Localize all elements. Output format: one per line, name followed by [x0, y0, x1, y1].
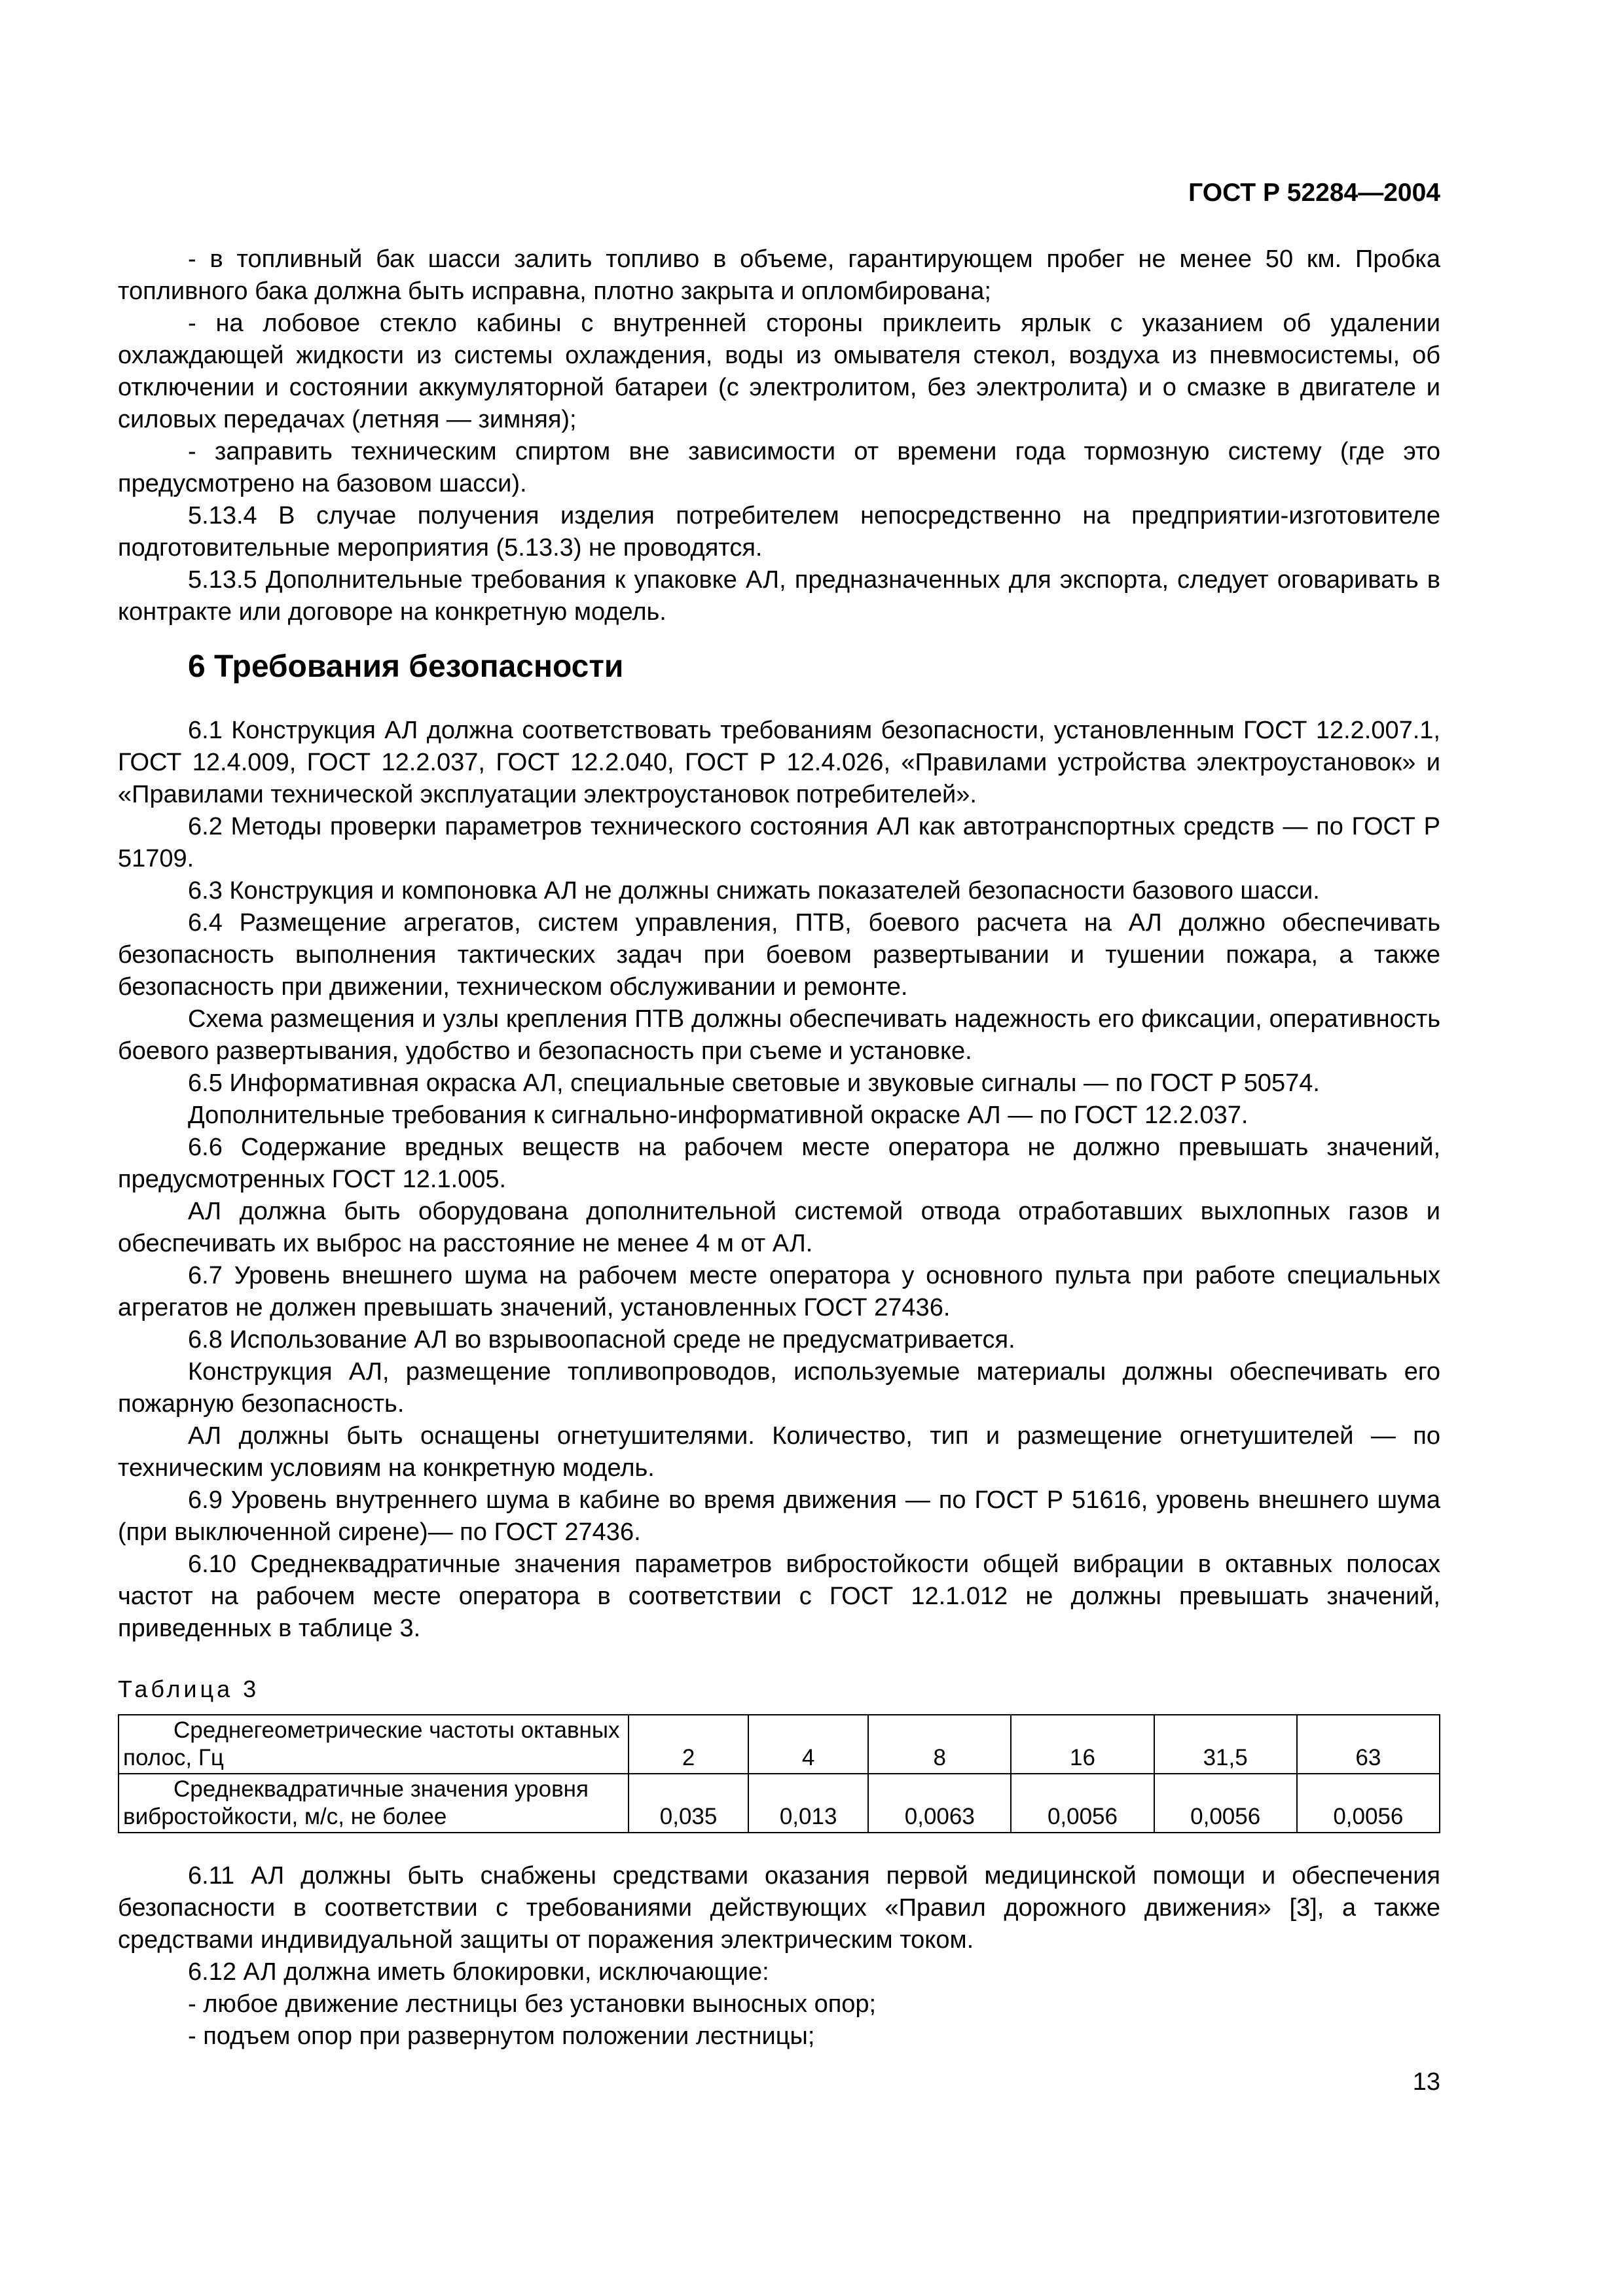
table-cell: 0,0056 [1154, 1774, 1297, 1833]
paragraph: Схема размещения и узлы крепления ПТВ должны обеспечивать надежность его фиксации, оперативность боевого развертывания, удобство и безопасность при съеме и установке. [118, 1005, 1440, 1065]
table-row-label-text: Среднеквадратичные значения уровня вибростойкости, м/с, не более [123, 1776, 589, 1829]
paragraph: 6.5 Информативная окраска АЛ, специальные световые и звуковые сигналы — по ГОСТ Р 50574. [188, 1069, 1320, 1097]
paragraph: 6.11 АЛ должны быть снабжены средствами оказания первой медицинской помощи и обеспечения безопасности в соответствии с требованиями действующих «Правил дорожного движения» [3], а также средствами индивидуальной защиты от поражения электрическим током. [118, 1862, 1440, 1954]
table-cell: 0,0056 [1297, 1774, 1440, 1833]
paragraph: Дополнительные требования к сигнально-информативной окраске АЛ — по ГОСТ 12.2.037. [188, 1102, 1249, 1129]
paragraph: 6.2 Методы проверки параметров технического состояния АЛ как автотранспортных средств — по ГОСТ Р 51709. [118, 813, 1440, 872]
table-row-label-text: Среднегеометрические частоты октавных полос, Гц [123, 1717, 620, 1770]
paragraph: - заправить техническим спиртом вне зависимости от времени года тормозную систему (где это предусмотрено на базовом шасси). [118, 438, 1440, 497]
table-caption: Таблица 3 [118, 1676, 260, 1702]
paragraph: АЛ должны быть оснащены огнетушителями. Количество, тип и размещение огнетушителей — по техническим условиям на конкретную модель. [118, 1422, 1440, 1482]
paragraph: 6.7 Уровень внешнего шума на рабочем месте оператора у основного пульта при работе специальных агрегатов не должен превышать значений, установленных ГОСТ 27436. [118, 1262, 1440, 1321]
document-code-header: ГОСТ Р 52284—2004 [1188, 179, 1440, 207]
paragraph: 6.12 АЛ должна иметь блокировки, исключающие: [188, 1958, 769, 1986]
paragraph: - подъем опор при развернутом положении лестницы; [188, 2022, 815, 2050]
paragraphs-after-table [118, 1860, 1440, 2053]
table-row [119, 1715, 1440, 1774]
paragraph: АЛ должна быть оборудована дополнительной системой отвода отработавших выхлопных газов и обеспечивать их выброс на расстояние не менее 4 м от АЛ. [118, 1198, 1440, 1257]
table-cell: 4 [748, 1715, 868, 1774]
table-cell: 31,5 [1154, 1715, 1297, 1774]
paragraph: 6.8 Использование АЛ во взрывоопасной среде не предусматривается. [188, 1326, 1015, 1354]
table-cell: 2 [629, 1715, 748, 1774]
table-row-label [119, 1774, 629, 1833]
table-cell: 0,0056 [1011, 1774, 1154, 1833]
section-heading: 6 Требования безопасности [188, 649, 624, 684]
paragraph: - на лобовое стекло кабины с внутренней стороны приклеить ярлык с указанием об удалении охлаждающей жидкости из системы охлаждения, воды из омывателя стекол, воздуха из пневмосистемы, об отключении и состоянии аккумуляторной батареи (с электролитом, без электролита) и о смазке в двигателе и силовых передачах (летняя — зимняя); [118, 310, 1440, 433]
table-cell: 0,0063 [868, 1774, 1011, 1833]
paragraph: - любое движение лестницы без установки выносных опор; [188, 1990, 877, 2018]
page-number: 13 [1412, 2068, 1440, 2096]
table-cell: 0,035 [629, 1774, 748, 1833]
paragraph: 6.10 Среднеквадратичные значения параметров вибростойкости общей вибрации в октавных полосах частот на рабочем месте оператора в соответствии с ГОСТ 12.1.012 не должны превышать значений, приведенных в таблице 3. [118, 1551, 1440, 1642]
paragraph: 5.13.4 В случае получения изделия потребителем непосредственно на предприятии-изготовителе подготовительные мероприятия (5.13.3) не проводятся. [118, 502, 1440, 562]
table-cell: 16 [1011, 1715, 1154, 1774]
table-row [119, 1774, 1440, 1833]
paragraph: 6.1 Конструкция АЛ должна соответствовать требованиям безопасности, установленным ГОСТ 12.2.007.1, ГОСТ 12.4.009, ГОСТ 12.2.037, ГОСТ 12.2.040, ГОСТ Р 12.4.026, «Правилами устройства электроустановок» и «Правилами технической эксплуатации электроустановок потребителей». [118, 717, 1440, 808]
paragraph: 6.3 Конструкция и компоновка АЛ не должны снижать показателей безопасности базового шасси. [188, 877, 1320, 905]
paragraph: Конструкция АЛ, размещение топливопроводов, используемые материалы должны обеспечивать его пожарную безопасность. [118, 1358, 1440, 1418]
table-row-label [119, 1715, 629, 1774]
table-cell: 63 [1297, 1715, 1440, 1774]
table-cell: 8 [868, 1715, 1011, 1774]
document-body [118, 243, 1440, 2053]
paragraph: 5.13.5 Дополнительные требования к упаковке АЛ, предназначенных для экспорта, следует оговаривать в контракте или договоре на конкретную модель. [118, 566, 1440, 626]
paragraph: 6.9 Уровень внутреннего шума в кабине во время движения — по ГОСТ Р 51616, уровень внешнего шума (при выключенной сирене)— по ГОСТ 27436. [118, 1486, 1440, 1546]
paragraph: - в топливный бак шасси залить топливо в объеме, гарантирующем пробег не менее 50 км. Пробка топливного бака должна быть исправна, плотно закрыта и опломбирована; [118, 245, 1440, 305]
table-cell: 0,013 [748, 1774, 868, 1833]
paragraph: 6.4 Размещение агрегатов, систем управления, ПТВ, боевого расчета на АЛ должно обеспечивать безопасность выполнения тактических задач при боевом развертывании и тушении пожара, а также безопасность при движении, техническом обслуживании и ремонте. [118, 909, 1440, 1001]
paragraph: 6.6 Содержание вредных веществ на рабочем месте оператора не должно превышать значений, предусмотренных ГОСТ 12.1.005. [118, 1134, 1440, 1193]
vibration-table [118, 1714, 1440, 1833]
